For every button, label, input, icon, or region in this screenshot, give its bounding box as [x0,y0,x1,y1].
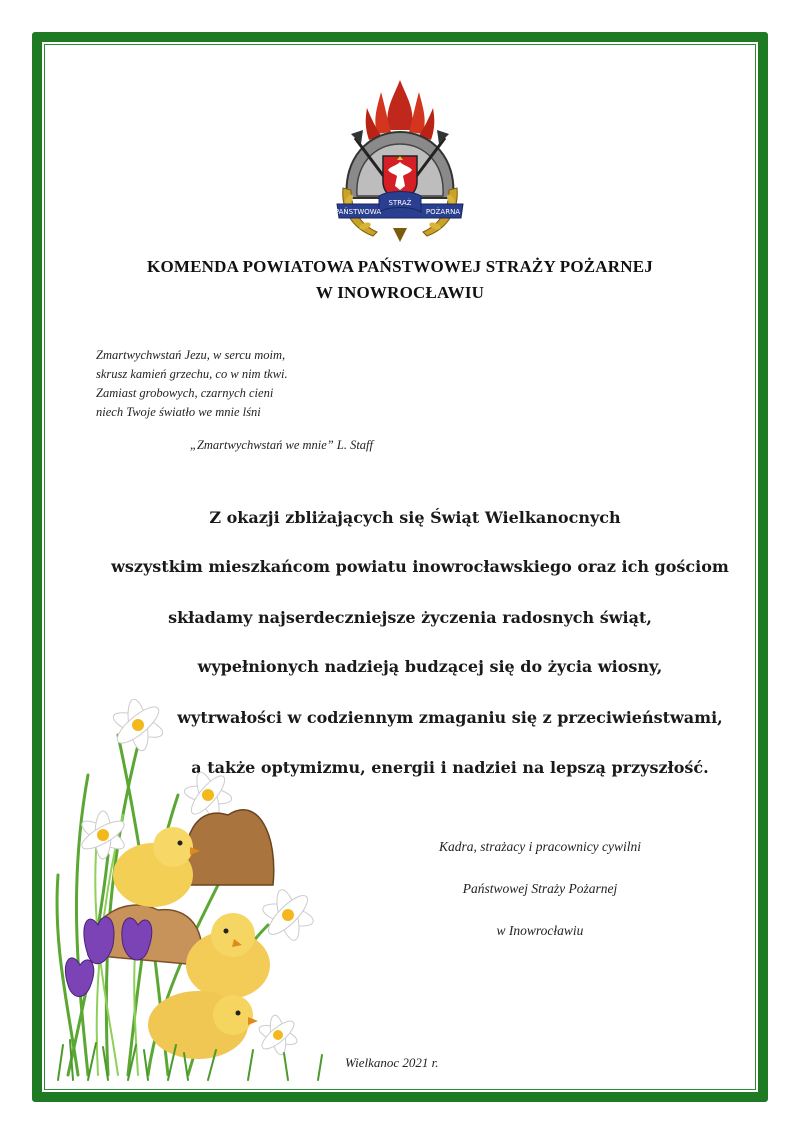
heading-line-1: KOMENDA POWIATOWA PAŃSTWOWEJ STRAŻY POŻARNEJ [147,257,653,276]
fire-service-emblem [333,78,467,243]
poem-line: Zamiast grobowych, czarnych cieni [96,386,274,400]
date: Wielkanoc 2021 r. [345,1055,439,1070]
poem-line: niech Twoje światło we mnie lśni [96,405,261,419]
wish-line-2: wszystkim mieszkańcom powiatu inowrocławskiego oraz ich gościom [111,557,729,576]
poem-line: Zmartwychwstań Jezu, w sercu moim, [96,348,286,362]
wish-line-1: Z okazji zbliżających się Świąt Wielkanocnych [209,508,621,527]
wish-line-4: wypełnionych nadzieją budzącej się do życia wiosny, [197,657,663,676]
poem-source: „Zmartwychwstań we mnie” L. Staff [190,438,374,452]
easter-illustration [48,625,348,1085]
emblem-right-word: POŻARNA [425,208,461,216]
signature-line-3: w Inowrocławiu [496,923,584,938]
wish-line-3: składamy najserdeczniejsze życzenia radosnych świąt, [168,608,652,627]
emblem-left-word: PAŃSTWOWA [334,208,382,216]
signature-line-1: Kadra, strażacy i pracownicy cywilni [438,839,642,854]
emblem-mid-word: STRAŻ [388,199,412,207]
poem [96,346,288,422]
heading-line-2: W INOWROCŁAWIU [315,283,485,302]
wish-line-5: wytrwałości w codziennym zmaganiu się z przeciwieństwami, [177,708,723,727]
wish-line-6: a także optymizmu, energii i nadziei na lepszą przyszłość. [191,758,709,777]
poem-line: skrusz kamień grzechu, co w nim tkwi. [96,367,288,381]
signature-line-2: Państwowej Straży Pożarnej [462,881,618,896]
